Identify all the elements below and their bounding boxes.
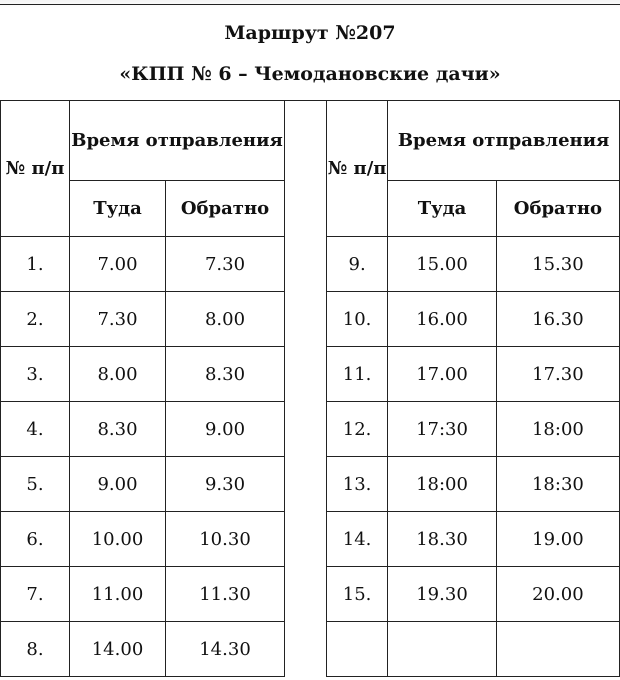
row-number: 1. — [1, 237, 70, 292]
back-header: Обратно — [166, 181, 285, 237]
row-number: 15. — [327, 567, 388, 622]
departure-back: 10.30 — [166, 512, 285, 567]
schedule-row — [327, 347, 620, 402]
row-number: 12. — [327, 402, 388, 457]
departure-time-header: Время отправления — [388, 101, 620, 181]
departure-back: 7.30 — [166, 237, 285, 292]
schedule-row — [327, 292, 620, 347]
schedule-row — [327, 567, 620, 622]
departure-back: 18:30 — [496, 457, 619, 512]
row-number: 8. — [1, 622, 70, 677]
top-rule — [0, 4, 620, 5]
there-header: Туда — [70, 181, 166, 237]
departure-time-header: Время отправления — [70, 101, 285, 181]
departure-back: 20.00 — [496, 567, 619, 622]
departure-there: 7.00 — [70, 237, 166, 292]
schedule-row — [1, 237, 285, 292]
schedule-row — [1, 347, 285, 402]
schedule-row — [1, 292, 285, 347]
departure-back — [496, 622, 619, 677]
title-bottom-rule — [0, 100, 620, 101]
row-number: 4. — [1, 402, 70, 457]
departure-there: 18:00 — [388, 457, 497, 512]
row-number: 13. — [327, 457, 388, 512]
row-number: 6. — [1, 512, 70, 567]
schedule-row — [327, 402, 620, 457]
row-number: 9. — [327, 237, 388, 292]
departure-there: 9.00 — [70, 457, 166, 512]
departure-there: 19.30 — [388, 567, 497, 622]
row-number: 5. — [1, 457, 70, 512]
schedule-table-right — [326, 100, 620, 677]
row-number: 2. — [1, 292, 70, 347]
schedule-row — [327, 512, 620, 567]
departure-there: 11.00 — [70, 567, 166, 622]
departure-there: 10.00 — [70, 512, 166, 567]
departure-back: 14.30 — [166, 622, 285, 677]
row-number — [327, 622, 388, 677]
departure-there: 8.00 — [70, 347, 166, 402]
departure-there: 17.00 — [388, 347, 497, 402]
departure-back: 17.30 — [496, 347, 619, 402]
schedule-row — [1, 457, 285, 512]
number-header: № п/п — [327, 101, 388, 237]
back-header: Обратно — [496, 181, 619, 237]
departure-back: 8.00 — [166, 292, 285, 347]
route-title: Маршрут №207 — [224, 22, 396, 44]
departure-back: 15.30 — [496, 237, 619, 292]
schedule-table-left — [0, 100, 285, 677]
departure-there: 15.00 — [388, 237, 497, 292]
schedule-row — [327, 622, 620, 677]
departure-there — [388, 622, 497, 677]
departure-back: 9.30 — [166, 457, 285, 512]
departure-there: 17:30 — [388, 402, 497, 457]
schedule-row — [1, 512, 285, 567]
number-header: № п/п — [1, 101, 70, 237]
departure-back: 16.30 — [496, 292, 619, 347]
schedule-row — [1, 567, 285, 622]
departure-there: 8.30 — [70, 402, 166, 457]
row-number: 7. — [1, 567, 70, 622]
row-number: 10. — [327, 292, 388, 347]
departure-back: 11.30 — [166, 567, 285, 622]
departure-back: 9.00 — [166, 402, 285, 457]
departure-there: 14.00 — [70, 622, 166, 677]
departure-there: 18.30 — [388, 512, 497, 567]
departure-back: 8.30 — [166, 347, 285, 402]
schedule-row — [327, 457, 620, 512]
route-subtitle: «КПП № 6 – Чемодановские дачи» — [119, 63, 501, 85]
schedule-row — [327, 237, 620, 292]
row-number: 11. — [327, 347, 388, 402]
departure-back: 19.00 — [496, 512, 619, 567]
schedule-row — [1, 622, 285, 677]
departure-there: 7.30 — [70, 292, 166, 347]
schedule-row — [1, 402, 285, 457]
departure-back: 18:00 — [496, 402, 619, 457]
row-number: 3. — [1, 347, 70, 402]
row-number: 14. — [327, 512, 388, 567]
there-header: Туда — [388, 181, 497, 237]
departure-there: 16.00 — [388, 292, 497, 347]
